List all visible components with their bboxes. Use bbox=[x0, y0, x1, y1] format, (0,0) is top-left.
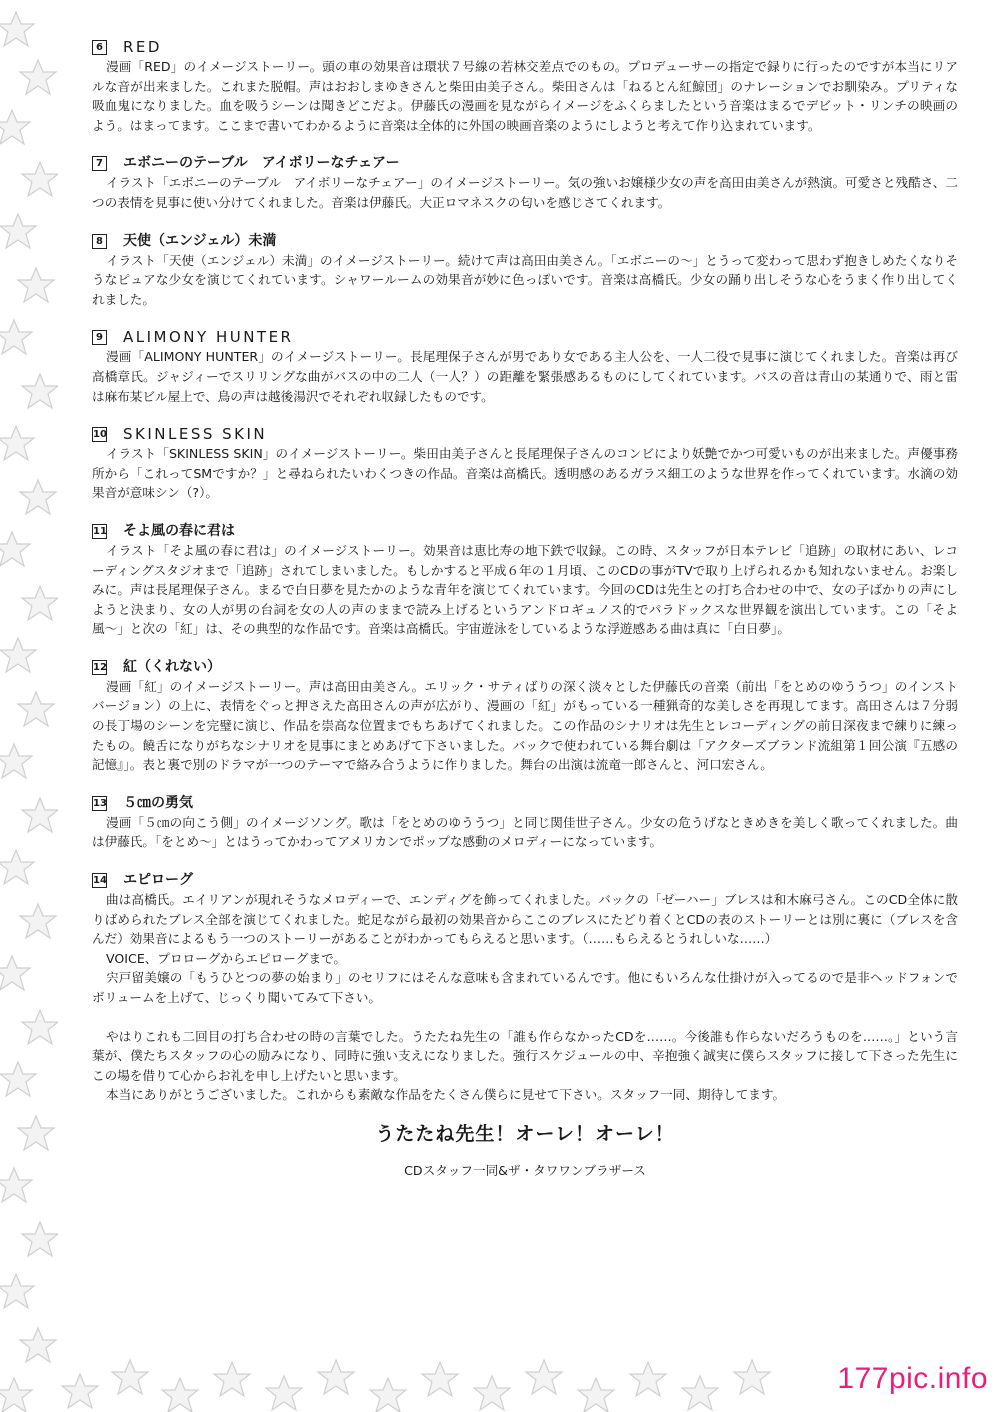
track-heading bbox=[92, 154, 958, 173]
staff-credit: CDスタッフ一同&ザ・タワワンブラザース bbox=[404, 1162, 646, 1178]
track-description: イラスト「そよ風の春に君は」のイメージストーリー。効果音は恵比寿の地下鉄で収録。この時、スタッフが日本テレビ「追跡」の取材にあい、レコーディングスタジオまで「追跡」されてしまいました。もしかすると平成６年の１月頃、このCDの事がTVで取り上げられるかも知れないません。お楽しみに。声は長尾理保子さん。まるで白日夢を見たかのような青年を演じてくれています。今回のCDは先生との打ち合わせの中で、女の子ばかりの声にしようと決まり、女の人が男の台詞を女の人の声のままで読み上げるというアンドロギュノス的でパラドックスな世界観を演出しています。この「そよ風〜」と次の「紅」は、その典型的な作品です。音楽は高橋氏。宇宙遊泳をしているような浮遊感ある曲は真に「白日夢」。 bbox=[92, 542, 958, 637]
track-title: 紅（くれない） bbox=[123, 658, 221, 675]
track-section bbox=[92, 794, 958, 852]
track-number: 10 bbox=[93, 429, 107, 441]
track-description: 漫画「ALIMONY HUNTER」のイメージストーリー。長尾理保子さんが男であり女である主人公を、一人二役で見事に演じてくれました。音楽は再び高橋章氏。ジャジィーでスリリングな曲がバスの中の二人（一人？）の距離を緊張感あるものにしてくれています。バスの音は青山の某通りで、雨と雷は麻布某ビル屋上で、鳥の声は越後湯沢でそれぞれ収録したものです。 bbox=[92, 349, 958, 404]
track-number: 14 bbox=[93, 875, 107, 887]
track-section bbox=[92, 425, 958, 503]
track-description: イラスト「SKINLESS SKIN」のイメージストーリー。柴田由美子さんと長尾理保子さんのコンビにより妖艶でかつ可愛いものが出来ました。声優事務所から「これってSMですか？」と尋ねられたいわくつきの作品。音楽は高橋氏。透明感のあるガラス細工のような世界を作ってくれています。水滴の効果音が意味シン（?）。 bbox=[92, 446, 958, 501]
closing-slogan: うたたね先生！オーレ！オーレ！ bbox=[375, 1122, 675, 1145]
track-heading bbox=[92, 425, 958, 444]
track-description: 宍戸留美嬢の「もうひとつの夢の始まり」のセリフにはそんな意味も含まれているんです。他にもいろんな仕掛けが入ってるので是非ヘッドフォンでボリュームを上げて、じっくり聞いてみて下さい。 bbox=[92, 970, 958, 1005]
track-heading bbox=[92, 232, 958, 251]
track-number: 9 bbox=[92, 330, 107, 345]
track-section bbox=[92, 328, 958, 406]
track-title: 天使（エンジェル）未満 bbox=[123, 232, 277, 249]
track-number: 13 bbox=[93, 797, 107, 809]
track-title: エピローグ bbox=[123, 872, 193, 889]
closing-paragraph: やはりこれも二回目の打ち合わせの時の言葉でした。うたたね先生の「誰も作らなかったCDを……。今後誰も作らないだろうものを……。」という言葉が、僕たちスタッフの心の励みになり、同時に強い支えになりました。強行スケジュールの中、辛抱強く誠実に僕らスタッフに接して下さった先生にこの場を借りて心からお礼を申し上げたいと思います。 bbox=[92, 1028, 958, 1083]
closing-paragraph: 本当にありがとうございました。これからも素敵な作品をたくさん僕らに見せて下さい。スタッフ一同、期待してます。 bbox=[106, 1087, 786, 1103]
track-description: 曲は高橋氏。エイリアンが現れそうなメロディーで、エンディグを飾ってくれました。バックの「ゼーハー」ブレスは和木麻弓さん。このCD全体に散りばめられたブレス全部を演じてくれました。蛇足ながら最初の効果音からここのブレスにたどり着くとCDの表のストーリーとは別に裏に（ブレスを含んだ）効果音によるもう一つのストーリーがあることがわかってもらえると思います。（……もらえるとうれしいな……） bbox=[92, 892, 958, 947]
track-heading bbox=[92, 38, 958, 57]
track-number: 11 bbox=[93, 525, 107, 537]
track-heading bbox=[92, 522, 958, 541]
track-description: イラスト「エボニーのテーブル アイボリーなチェアー」のイメージストーリー。気の強いお嬢様少女の声を高田由美さんが熱演。可愛さと残酷さ、二つの表情を見事に使い分けてくれました。音楽は伊藤氏。大正ロマネスクの匂いを感じさてくれます。 bbox=[92, 175, 958, 210]
closing-message bbox=[92, 1027, 958, 1179]
track-number: 12 bbox=[93, 661, 107, 673]
track-section bbox=[92, 38, 958, 135]
track-sections bbox=[92, 38, 958, 1008]
track-title: SKINLESS SKIN bbox=[123, 425, 268, 444]
site-watermark: 177pic.info bbox=[837, 1362, 988, 1395]
track-title: ALIMONY HUNTER bbox=[123, 328, 294, 347]
liner-notes-body bbox=[92, 38, 958, 1179]
track-heading bbox=[92, 328, 958, 347]
track-heading bbox=[92, 658, 958, 677]
track-heading bbox=[92, 794, 958, 813]
track-section bbox=[92, 522, 958, 639]
track-heading bbox=[92, 871, 958, 890]
track-description: VOICE、プロローグからエピローグまで。 bbox=[106, 950, 347, 966]
track-description: 漫画「５㎝の向こう側」のイメージソング。歌は「をとめのゆううつ」と同じ関佳世子さん。少女の危うげなときめきを美しく歌ってくれました。曲は伊藤氏。「をとめ〜」とはうってかわってアメリカンでポップな感動のメロディーになっています。 bbox=[92, 814, 958, 850]
track-title: RED bbox=[123, 38, 162, 56]
track-title: エボニーのテーブル アイボリーなチェアー bbox=[123, 155, 400, 172]
track-title: ５㎝の勇気 bbox=[123, 794, 193, 811]
track-section bbox=[92, 871, 958, 1008]
track-number: 7 bbox=[92, 156, 107, 171]
track-number: 6 bbox=[92, 40, 107, 55]
track-section bbox=[92, 154, 958, 212]
track-section bbox=[92, 232, 958, 310]
track-description: イラスト「天使（エンジェル）未満」のイメージストーリー。続けて声は高田由美さん。「エボニーの〜」とうって変わって思わず抱きしめたくなりそうなピュアな少女を演じてくれています。シャワールームの効果音が妙に色っぽいです。音楽は高橋氏。少女の踊り出しそうな心をうまく作り出してくれました。 bbox=[92, 252, 959, 307]
track-description: 漫画「紅」のイメージストーリー。声は高田由美さん。エリック・サティばりの深く淡々とした伊藤氏の音楽（前出「をとめのゆううつ」のインストバージョン）の上に、表情をぐっと押さえた高田さんの声が広がり、漫画の「紅」がもっている一種猟奇的な美しさを再現してます。高田さんは７分弱の長丁場のシーンを完璧に演じ、作品を崇高な位置までもちあげてくれました。この作品のシナリオは先生とレコーディングの前日深夜まで練りに練ったもの。饒舌になりがちなシナリオを見事にまとめあげて下さいました。バックで使われている舞台劇は「アクターズブランド流組第１回公演『五感の記憶』」。表と裏で別のドラマが一つのテーマで絡み合うように作りました。舞台の出演は流竜一郎さんと、河口宏さん。 bbox=[92, 678, 958, 773]
track-description: 漫画「RED」のイメージストーリー。頭の車の効果音は環状７号線の若林交差点でのもの。プロデューサーの指定で録りに行ったのですが本当にリアルな音が出来ました。これまた脱帽。声はおおしまゆきさんと柴田由美子さん。柴田さんは「ねるとん紅鯨団」のナレーションでお馴染み。プリティな吸血鬼になりました。血を吸うシーンは聞きどこだよ。伊藤氏の漫画を見ながらイメージをふくらましたという音楽はまるでデビット・リンチの映画のよう。はまってます。ここまで書いてわかるように音楽は全体的に外国の映画音楽のようにしようと考えて作り込まれています。 bbox=[92, 59, 958, 133]
track-section bbox=[92, 658, 958, 775]
decorative-star-border-left bbox=[0, 0, 58, 1412]
track-number: 8 bbox=[92, 234, 107, 249]
track-title: そよ風の春に君は bbox=[123, 522, 235, 539]
